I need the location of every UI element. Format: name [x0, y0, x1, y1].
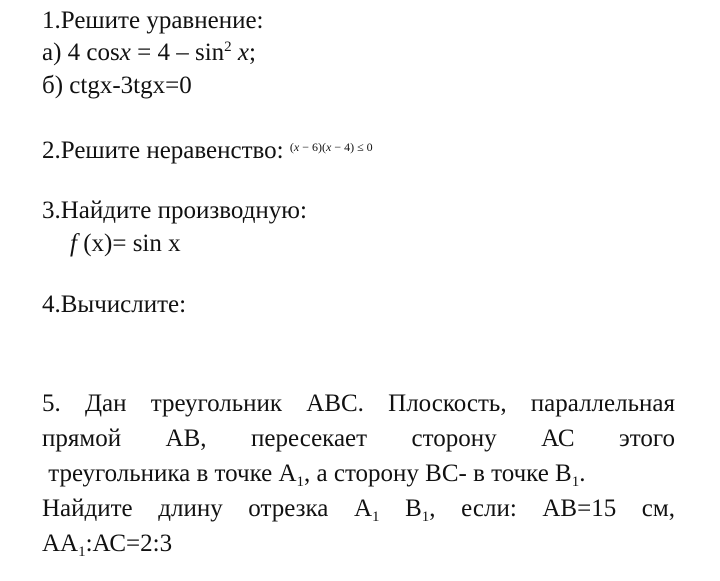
- task-3-function: f (x)= sin x: [70, 230, 181, 257]
- task-5-line-1: 5. Дан треугольник АВС. Плоскость, параллельная: [42, 390, 675, 417]
- task-1b-equation: б) ctgx-3tgx=0: [42, 72, 192, 99]
- task-1a-equation: а) 4 $\cos x = 4 - \sin^2 x$;: [42, 39, 256, 66]
- task-2-line: [42, 132, 373, 166]
- task-5-line-3: треугольника в точке $А_1$, а сторону ВС- в точке $В_1$.: [42, 460, 586, 490]
- task-2-inequality: (x − 6)(x − 4) ≤ 0: [289, 140, 373, 154]
- task-5-line-5: $АА_1:АС=2:3$: [42, 530, 173, 560]
- task-2-title: 2.Решите неравенство:: [42, 137, 284, 164]
- task-5-paragraph: [42, 386, 675, 561]
- task-5-line-2: прямой АВ, пересекает сторону АС этого: [42, 425, 675, 452]
- task-3-title: 3.Найдите производную:: [42, 197, 307, 224]
- task-4-title: 4.Вычислите:: [42, 291, 187, 318]
- task-1-title: 1.Решите уравнение:: [42, 7, 264, 34]
- task-5-line-4: Найдите длину отрезка $А_1$ $В_1$, если: АВ=15 см,: [42, 495, 675, 525]
